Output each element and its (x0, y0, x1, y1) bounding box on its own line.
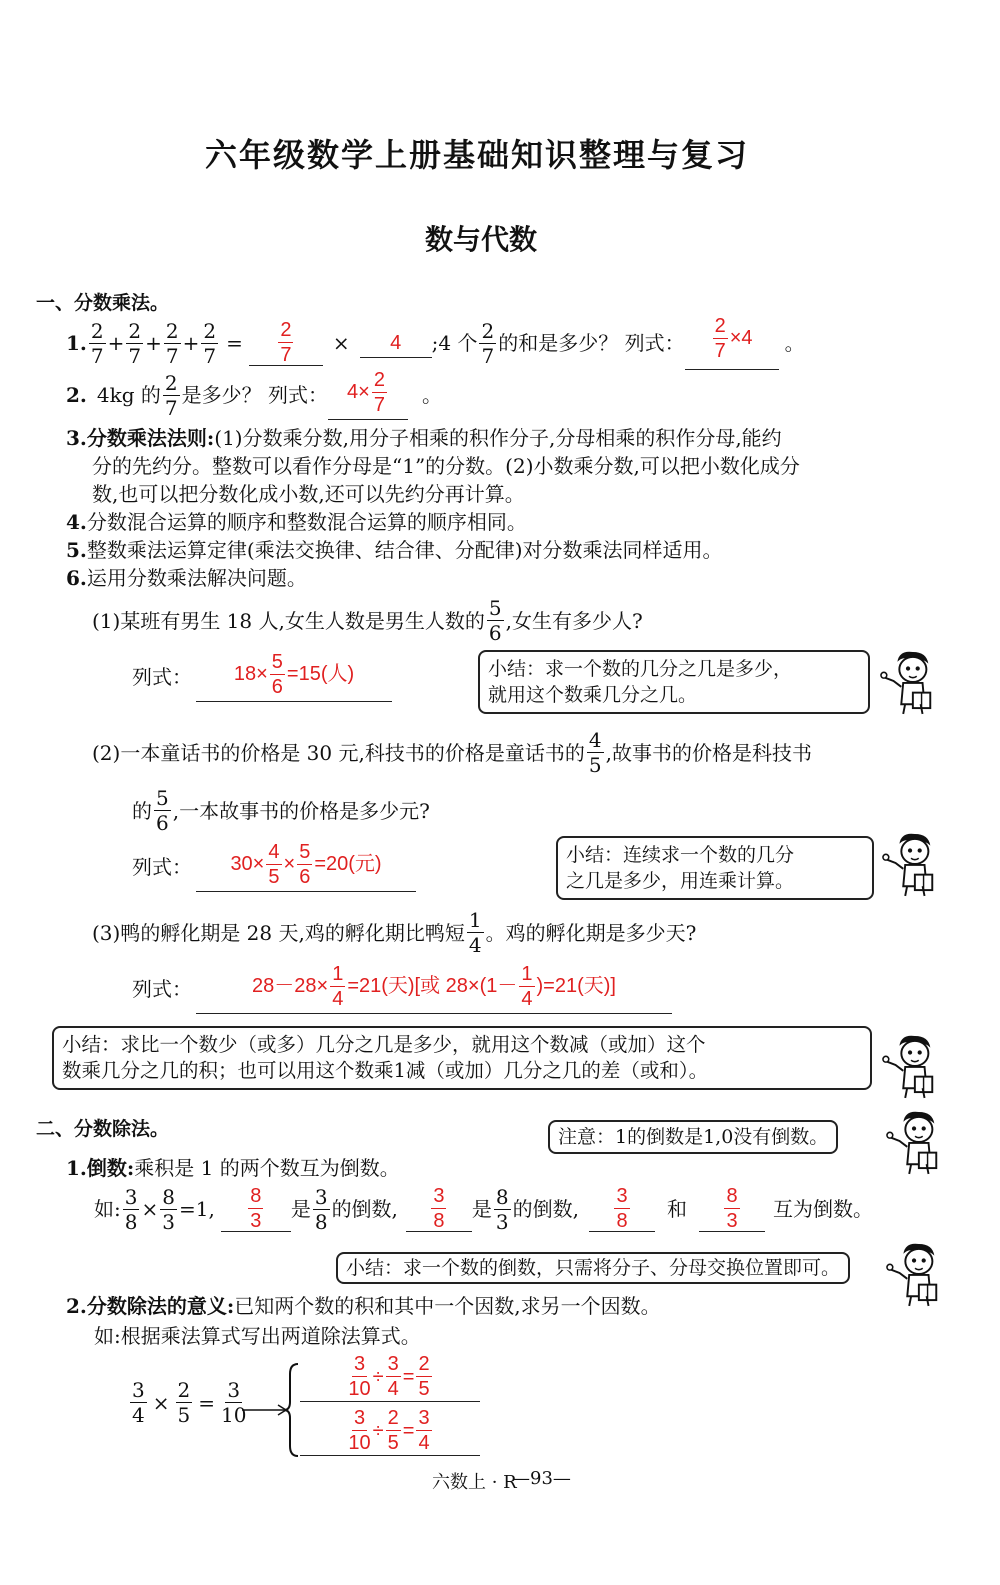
answer-blank: 28－28× $\frac{1}{4}$ =21(天)[或 28×(1－ $\frac{1}{4}$ )=21(天)] (196, 964, 672, 1014)
section-heading-multiplication: 一、分数乘法。 (36, 292, 170, 314)
cartoon-boy-reading-icon (886, 1240, 944, 1308)
fraction: $\frac{5}{6}$ (488, 596, 502, 645)
problem-1-answer: 列式： 18× $\frac{5}{6}$ =15(人) (132, 652, 392, 702)
summary-note-reciprocal: 小结：求一个数的倒数，只需将分子、分母交换位置即可。 (336, 1252, 850, 1284)
fraction: $\frac{2}{7}$ (128, 318, 142, 368)
page-title: 六年级数学上册基础知识整理与复习 (205, 136, 750, 174)
answer-blank: $\frac{2}{7}$ ×4 (685, 316, 779, 370)
fraction: $\frac{5}{6}$ (156, 786, 169, 835)
division-expression-1: $\frac{3}{10}$ ÷ $\frac{3}{4}$ = $\frac{2}{5}$ (300, 1354, 480, 1402)
problem-2-line-2: 的 $\frac{5}{6}$ ,一本故事书的价格是多少元? (132, 786, 430, 835)
fraction: $\frac{4}{5}$ (588, 728, 602, 777)
fraction: $\frac{2}{7}$ (164, 370, 178, 420)
fraction: $\frac{2}{7}$ (90, 318, 104, 368)
answer-blank: $\frac{8}{3}$ (699, 1186, 765, 1232)
answer-blank: $\frac{2}{7}$ (249, 320, 323, 366)
answer-blank: 18× $\frac{5}{6}$ =15(人) (196, 652, 392, 702)
problem-3-answer: 列式： 28－28× $\frac{1}{4}$ =21(天)[或 28×(1－ $\frac{1}{4}$ )=21(天)] (132, 964, 672, 1014)
division-meaning: 2.分数除法的意义:已知两个数的积和其中一个因数,求另一个因数。 (66, 1294, 661, 1318)
answer-blank: $\frac{3}{8}$ (406, 1186, 472, 1232)
fraction: $\frac{2}{7}$ (203, 318, 217, 368)
answer-blank: 30× $\frac{4}{5}$ × $\frac{5}{6}$ =20(元) (196, 842, 416, 892)
cartoon-boy-reading-icon (882, 830, 940, 898)
cartoon-boy-reading-icon (880, 648, 938, 716)
question-6: 6.运用分数乘法解决问题。 (66, 566, 307, 590)
answer-blank: 4 (360, 329, 432, 358)
fraction: $\frac{1}{4}$ (468, 908, 482, 957)
attention-note: 注意：1的倒数是1,0没有倒数。 (548, 1120, 838, 1154)
multiplication-expression: $\frac{3}{4}$ × $\frac{2}{5}$ = $\frac{3}{10}$ (132, 1378, 247, 1427)
summary-note-3: 小结：求比一个数少（或多）几分之几是多少，就用这个数减（或加）这个 数乘几分之几的积；也可以用这个数乘1减（或加）几分之几的差（或和）。 (52, 1026, 872, 1090)
summary-note-2: 小结：连续求一个数的几分 之几是多少，用连乘计算。 (556, 836, 874, 900)
branch-arrow-brace (240, 1360, 300, 1460)
cartoon-boy-reading-icon (882, 1032, 940, 1100)
summary-note-1: 小结：求一个数的几分之几是多少， 就用这个数乘几分之几。 (478, 650, 870, 714)
section-subtitle: 数与代数 (425, 223, 538, 256)
answer-blank: $\frac{3}{8}$ (589, 1186, 655, 1232)
reciprocal-example: 如: $\frac{3}{8}$ × $\frac{8}{3}$ =1, $\frac{8}{3}$ 是 $\frac{3}{8}$ 的倒数, $\frac{3}{8}$ 是 $\frac{8}{3}$ 的倒数, $\frac{3}{8}$ 和 $\frac{8}{3}$ 互为倒数。 (94, 1184, 874, 1234)
question-3-line-2: 分的先约分。整数可以看作分母是“1”的分数。(2)小数乘分数,可以把小数化成分 (92, 454, 800, 478)
section-heading-division: 二、分数除法。 (36, 1118, 170, 1140)
answer-blank: $\frac{8}{3}$ (221, 1186, 291, 1232)
question-3-line-3: 数,也可以把分数化成小数,还可以先约分再计算。 (92, 482, 525, 506)
answer-blank: 4× $\frac{2}{7}$ (328, 370, 408, 420)
reciprocal-definition: 1.倒数:乘积是 1 的两个数互为倒数。 (66, 1156, 400, 1180)
question-4: 4.分数混合运算的顺序和整数混合运算的顺序相同。 (66, 510, 527, 534)
question-number: 1. (66, 331, 87, 355)
fraction: $\frac{2}{7}$ (165, 318, 179, 368)
problem-2: (2)一本童话书的价格是 30 元,科技书的价格是童话书的 $\frac{4}{5}$ ,故事书的价格是科技书 (92, 728, 812, 777)
problem-1: (1)某班有男生 18 人,女生人数是男生人数的 $\frac{5}{6}$ ,女生有多少人? (92, 596, 643, 645)
problem-2-answer: 列式： 30× $\frac{4}{5}$ × $\frac{5}{6}$ =20(元) (132, 842, 416, 892)
fraction: $\frac{2}{7}$ (481, 318, 495, 368)
question-2: 2. 4kg 的 $\frac{2}{7}$ 是多少？ 列式： 4× $\frac{2}{7}$ 。 (66, 369, 442, 420)
problem-3: (3)鸭的孵化期是 28 天,鸡的孵化期比鸭短 $\frac{1}{4}$ 。鸡的孵化期是多少天? (92, 908, 697, 957)
question-3: 3.分数乘法法则:(1)分数乘分数,用分子相乘的积作分子,分母相乘的积作分母,能约 (66, 426, 782, 450)
division-expression-2: $\frac{3}{10}$ ÷ $\frac{2}{5}$ = $\frac{3}{4}$ (300, 1408, 480, 1456)
page-number: —93— (512, 1468, 571, 1489)
question-1: 1. $\frac{2}{7}$ + $\frac{2}{7}$ + $\frac{2}{7}$ + $\frac{2}{7}$ = $\frac{2}{7}$ × 4 ;4 个 $\frac{2}{7}$ 的和是多少？ 列式： $\frac{2}{7}$ ×4 。 (66, 316, 805, 370)
cartoon-boy-reading-icon (886, 1108, 944, 1176)
question-5: 5.整数乘法运算定律(乘法交换律、结合律、分配律)对分数乘法同样适用。 (66, 538, 723, 562)
footer-label: 六数上 · R (432, 1472, 517, 1493)
division-example-instruction: 如:根据乘法算式写出两道除法算式。 (94, 1324, 421, 1348)
